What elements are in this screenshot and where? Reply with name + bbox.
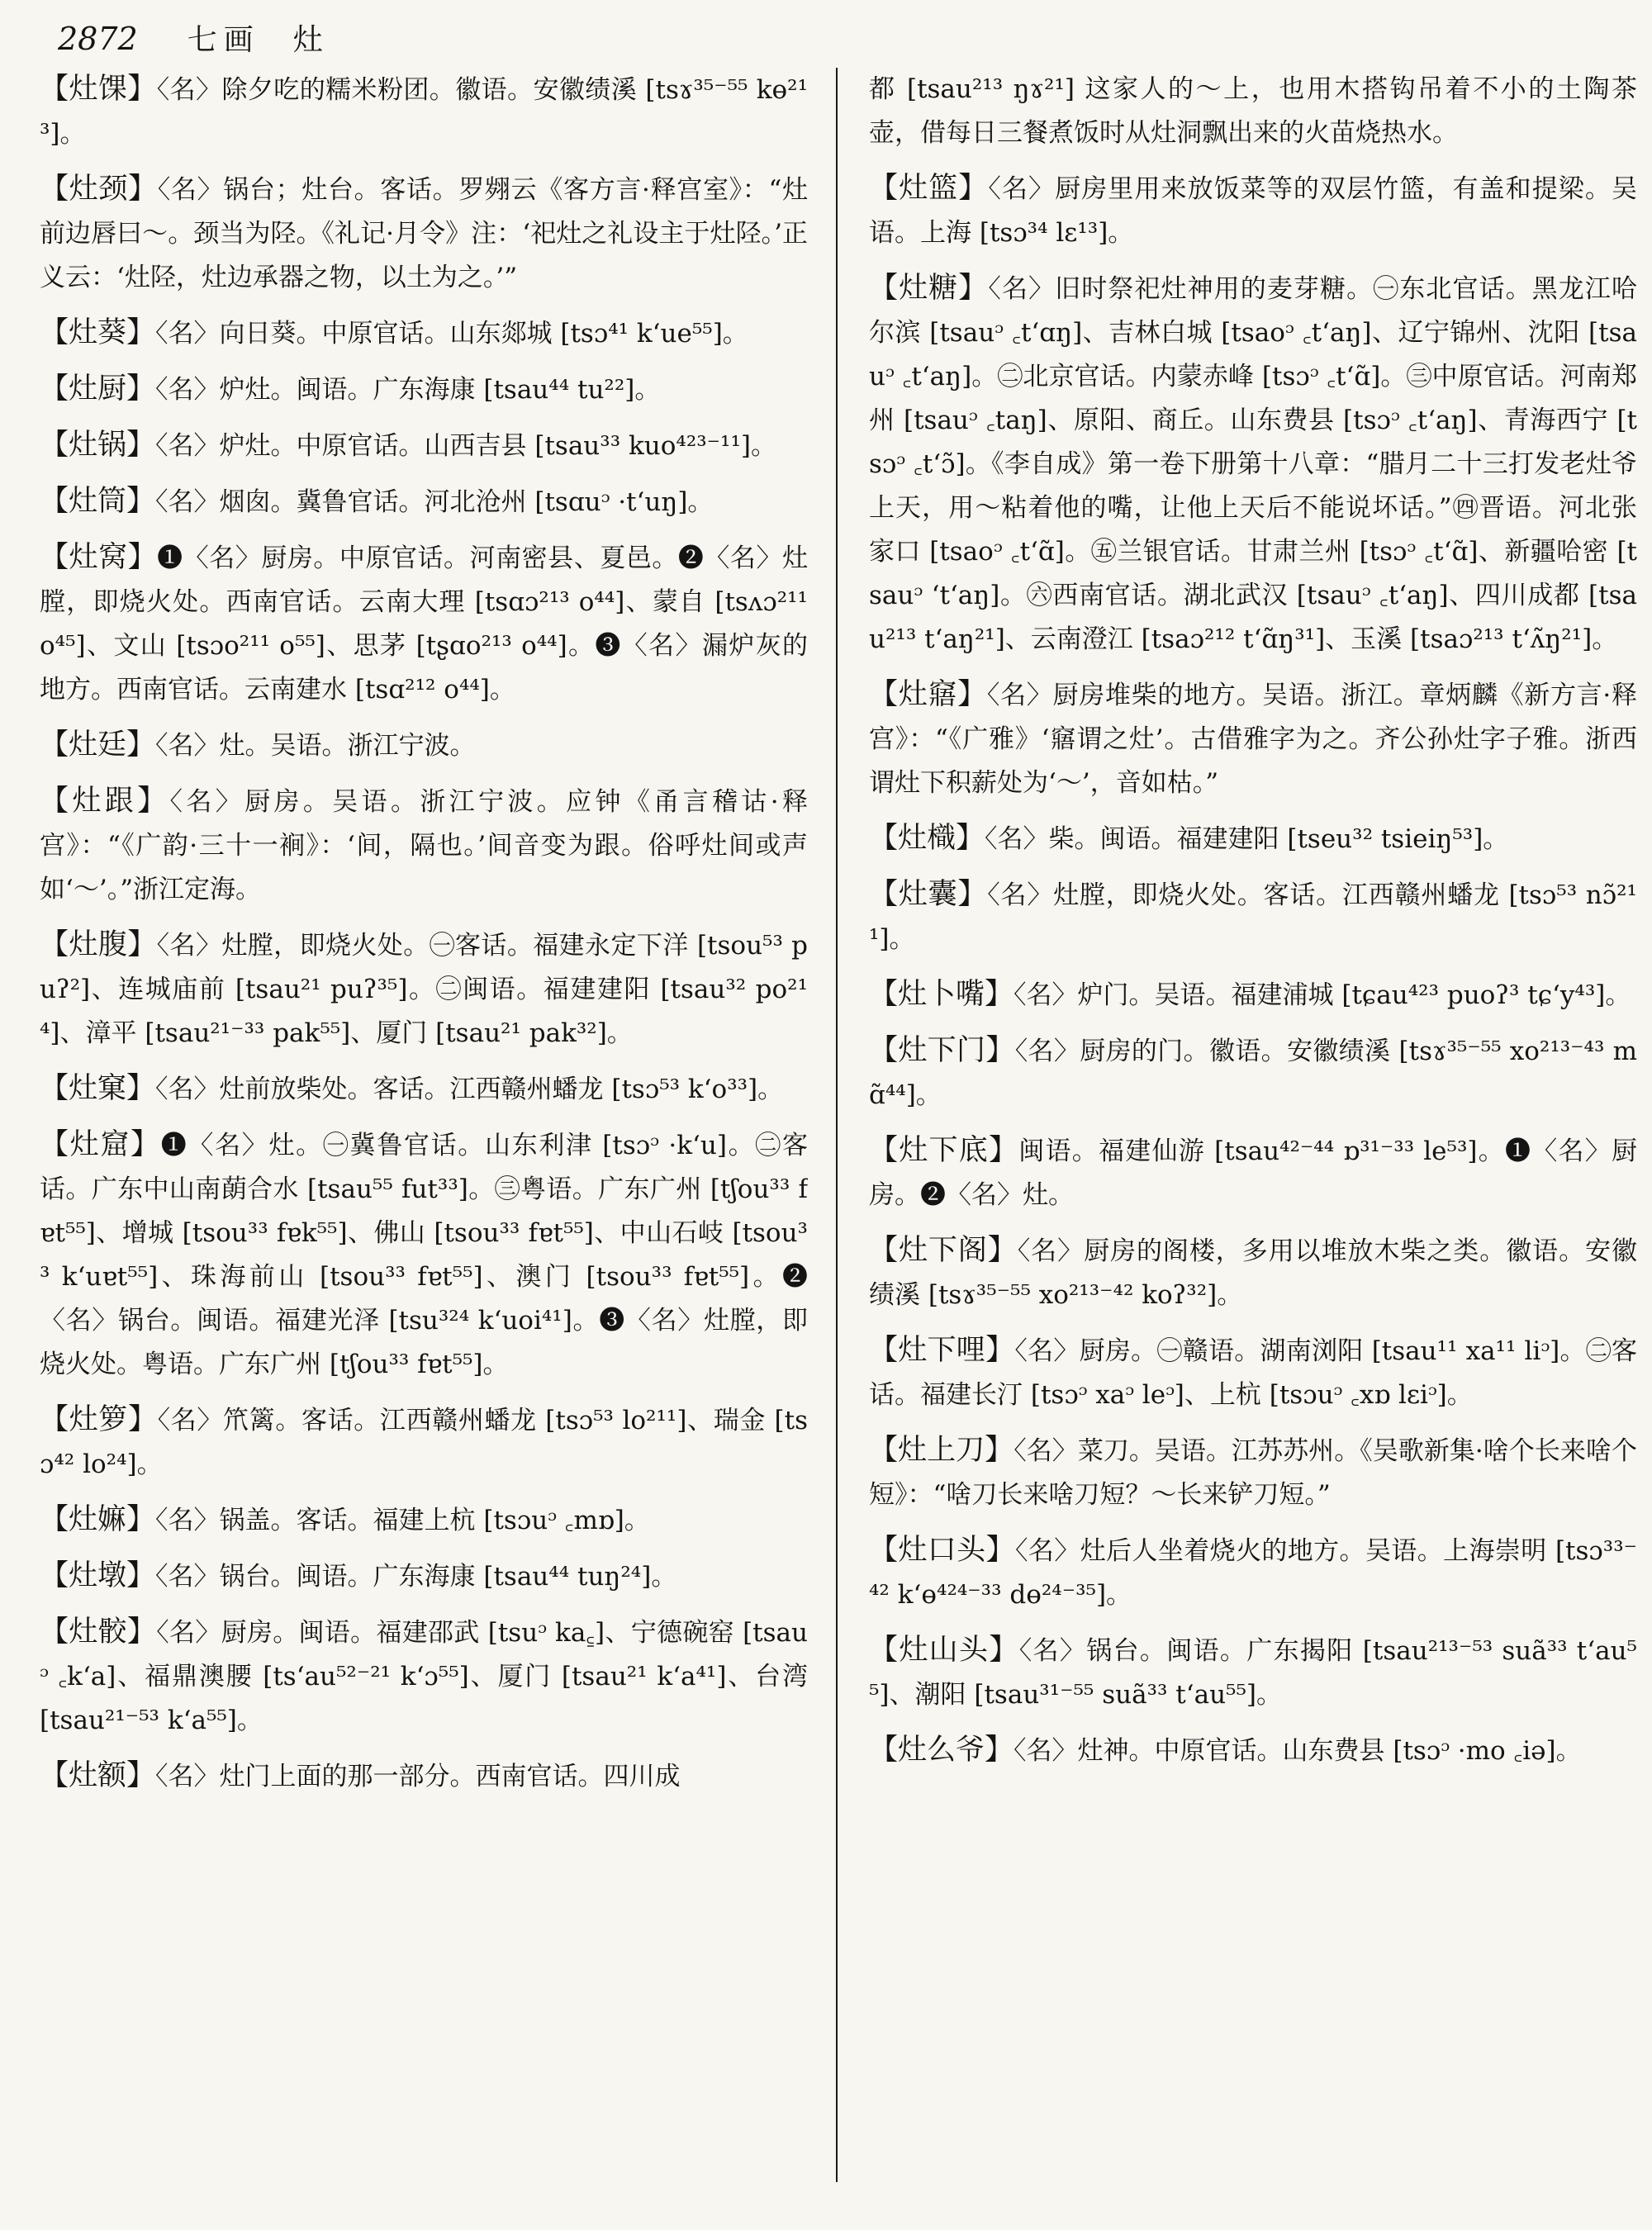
dictionary-entry (40, 368, 808, 412)
entry-definition: 闽语。福建仙游 [tsau⁴²⁻⁴⁴ ɒ³¹⁻³³ le⁵³]。❶〈名〉厨房。❷〈名〉灶。 (869, 1136, 1637, 1210)
entry-headword: 【灶腹】 (40, 928, 157, 961)
entry-headword: 【灶么爷】 (869, 1734, 1014, 1767)
dictionary-entry (40, 1754, 808, 1799)
dictionary-entry (869, 1029, 1637, 1117)
entry-headword: 【灶篮】 (869, 172, 989, 205)
entry-definition: 〈名〉灶后人坐着烧火的地方。吴语。上海崇明 [tsɔ³³⁻⁴² k‘ɵ⁴²⁴⁻³³ dɵ²⁴⁻³⁵]。 (869, 1536, 1637, 1610)
entry-headword: 【灶窹】 (869, 678, 987, 711)
entry-headword: 【灶锅】 (40, 429, 156, 462)
entry-definition: 〈名〉锅台。闽语。广东海康 [tsau⁴⁴ tuŋ²⁴]。 (155, 1562, 677, 1592)
dictionary-entry (869, 1729, 1637, 1773)
dictionary-entry (40, 168, 808, 300)
entry-headword: 【灶窝】 (40, 541, 158, 574)
entry-headword: 【灶箩】 (40, 1403, 158, 1436)
entry-headword: 【灶窟】 (40, 1128, 161, 1161)
entry-headword: 【灶筒】 (40, 485, 156, 518)
right-column (869, 68, 1637, 2215)
dictionary-entry (869, 973, 1637, 1018)
dictionary-entry (40, 424, 808, 468)
entry-definition: 〈名〉锅台。闽语。广东揭阳 [tsau²¹³⁻⁵³ suã³³ t‘au⁵⁵]、潮阳 [tsau³¹⁻⁵⁵ suã³³ t‘au⁵⁵]。 (869, 1636, 1637, 1710)
entry-headword: 【灶下门】 (869, 1034, 1015, 1067)
entry-headword: 【灶葵】 (40, 316, 156, 349)
entry-definition: 〈名〉炉灶。闽语。广东海康 [tsau⁴⁴ tu²²]。 (155, 375, 661, 405)
dictionary-entry (40, 923, 808, 1056)
entry-headword: 【灶廷】 (40, 728, 156, 762)
dictionary-entry (869, 1329, 1637, 1417)
entry-headword: 【灶颈】 (40, 173, 158, 206)
dictionary-entry (869, 1129, 1637, 1217)
dictionary-entry (40, 1067, 808, 1112)
entry-headword: 【灶馃】 (40, 73, 157, 106)
entry-headword: 【灶嫲】 (40, 1503, 156, 1536)
page-number: 2872 (58, 21, 138, 57)
dictionary-entry (40, 1498, 808, 1543)
entry-headword: 【灶糖】 (869, 272, 989, 305)
entry-headword: 【灶卜嘴】 (869, 978, 1014, 1011)
entry-definition: 〈名〉柴。闽语。福建建阳 [tseu³² tsieiŋ⁵³]。 (985, 824, 1509, 854)
dictionary-entry (869, 1529, 1637, 1617)
entry-headword: 【灶跟】 (40, 785, 170, 818)
dictionary-entry (869, 68, 1637, 155)
entry-headword: 【灶上刀】 (869, 1434, 1014, 1467)
entry-definition: 都 [tsau²¹³ ŋɤ²¹] 这家人的～上，也用木搭钩吊着不小的土陶茶壶，借每日三餐煮饭时从灶洞飘出来的火苗烧热水。 (869, 74, 1637, 148)
entry-definition: 〈名〉旧时祭祀灶神用的麦芽糖。㊀东北官话。黑龙江哈尔滨 [tsauᵓ ꜀t‘ɑŋ]、吉林白城 [tsaoᵓ ꜀t‘aŋ]、辽宁锦州、沈阳 [tsauᵓ ꜀t‘aŋ]。㊁北京官话。内蒙赤峰 [tsɔᵓ ꜀t‘ɑ̃]。㊂中原官话。河南郑州 [tsauᵓ ꜀taŋ]、原阳、商丘。山东费县 [tsɔᵓ ꜀t‘aŋ]、青海西宁 [tsɔᵓ ꜀t‘ɔ̃]。《李自成》第一卷下册第十八章：“腊月二十三打发老灶爷上天，用～粘着他的嘴，让他上天后不能说坏话。”㊃晋语。河北张家口 [tsaoᵓ ꜀t‘ɑ̃]。㊄兰银官话。甘肃兰州 [tsɔᵓ ꜀t‘ɑ̃]、新疆哈密 [tsauᵓ ‘t‘aŋ]。㊅西南官话。湖北武汉 [tsauᵓ ꜀t‘aŋ]、四川成都 [tsau²¹³ t‘aŋ²¹]、云南澄江 [tsaɔ²¹² t‘ɑ̃ŋ³¹]、玉溪 [tsaɔ²¹³ t‘ʌ̃ŋ²¹]。 (869, 274, 1637, 654)
entry-definition: 〈名〉灶神。中原官话。山东费县 [tsɔᵓ ·mo ꜀iə]。 (1014, 1736, 1582, 1766)
dictionary-entry (40, 780, 808, 912)
entry-definition: 〈名〉厨房堆柴的地方。吴语。浙江。章炳麟《新方言·释宫》：“《广雅》‘窹谓之灶’。古借雅字为之。齐公孙灶字子雅。浙西谓灶下积薪处为‘～’，音如枯。” (869, 681, 1637, 798)
entry-definition: 〈名〉厨房的门。徽语。安徽绩溪 [tsɤ³⁵⁻⁵⁵ xo²¹³⁻⁴³ mɑ̃⁴⁴]。 (869, 1037, 1637, 1110)
dictionary-entry (40, 480, 808, 524)
dictionary-entry (869, 1429, 1637, 1517)
dictionary-entry (40, 68, 808, 156)
entry-definition: 〈名〉除夕吃的糯米粉团。徽语。安徽绩溪 [tsɤ³⁵⁻⁵⁵ kɵ²¹³]。 (40, 75, 808, 149)
entry-definition: 〈名〉笊篱。客话。江西赣州蟠龙 [tsɔ⁵³ lo²¹¹]、瑞金 [tsɔ⁴² lo²⁴]。 (40, 1406, 808, 1479)
entry-definition: ❶〈名〉厨房。中原官话。河南密县、夏邑。❷〈名〉灶膛，即烧火处。西南官话。云南大理 [tsɑɔ²¹³ o⁴⁴]、蒙自 [tsʌɔ²¹¹ o⁴⁵]、文山 [tsɔo²¹¹ o⁵⁵]、思茅 [tʂɑo²¹³ o⁴⁴]。❸〈名〉漏炉灰的地方。西南官话。云南建水 [tsɑ²¹² o⁴⁴]。 (40, 543, 808, 705)
entry-headword: 【灶骹】 (40, 1616, 157, 1649)
entry-headword: 【灶下阁】 (869, 1234, 1018, 1267)
entry-definition: 〈名〉锅台；灶台。客话。罗翙云《客方言·释宫室》：“灶前边唇曰～。颈当为陉。《礼记·月令》注：‘祀灶之礼设主于灶陉。’正义云：‘灶陉，灶边承器之物，以土为之。’” (40, 175, 808, 292)
entry-headword: 【灶樴】 (869, 822, 985, 855)
dictionary-entry (869, 873, 1637, 961)
dictionary-entry (40, 311, 808, 356)
dictionary-entry (869, 267, 1637, 662)
entry-definition: 〈名〉灶门上面的那一部分。西南官话。四川成 (155, 1762, 681, 1791)
dictionary-entry (40, 1123, 808, 1387)
entry-definition: 〈名〉锅盖。客话。福建上杭 [tsɔuᵓ ꜀mɒ]。 (155, 1506, 650, 1535)
entry-headword: 【灶额】 (40, 1759, 156, 1792)
dictionary-entry (40, 724, 808, 768)
entry-definition: 〈名〉厨房。吴语。浙江宁波。应钟《甬言稽诂·释宫》：“《广韵·三十一裥》：‘间，隔也。’间音变为跟。俗呼灶间或声如‘～’。”浙江定海。 (40, 787, 808, 904)
entry-headword: 【灶口头】 (869, 1534, 1015, 1567)
dictionary-entry (869, 817, 1637, 861)
entry-headword: 【灶下哩】 (869, 1334, 1015, 1367)
entry-definition: 〈名〉灶。吴语。浙江宁波。 (155, 731, 476, 761)
dictionary-entry (869, 673, 1637, 805)
entry-headword: 【灶山头】 (869, 1634, 1019, 1667)
dictionary-entry (869, 167, 1637, 255)
column-divider (836, 68, 838, 2182)
entry-definition: 〈名〉厨房。闽语。福建邵武 [tsuᵓ ka꜁]、宁德碗窑 [tsauᵓ ꜀k‘a]、福鼎澳腰 [ts‘au⁵²⁻²¹ k‘ɔ⁵⁵]、厦门 [tsau²¹ k‘a⁴¹]、台湾 [tsau²¹⁻⁵³ k‘a⁵⁵]。 (40, 1618, 808, 1735)
entry-headword: 【灶厨】 (40, 372, 156, 406)
entry-headword: 【灶窠】 (40, 1072, 156, 1105)
entry-definition: 〈名〉菜刀。吴语。江苏苏州。《吴歌新集·啥个长来啥个短》：“啥刀长来啥刀短？～长来铲刀短。” (869, 1436, 1637, 1510)
entry-definition: 〈名〉炉灶。中原官话。山西吉县 [tsau³³ kuo⁴²³⁻¹¹]。 (155, 431, 776, 461)
entry-definition: 〈名〉灶膛，即烧火处。客话。江西赣州蟠龙 [tsɔ⁵³ nɔ̃²¹¹]。 (869, 880, 1637, 954)
left-column (40, 68, 808, 2215)
entry-definition: 〈名〉向日葵。中原官话。山东郯城 [tsɔ⁴¹ k‘ue⁵⁵]。 (155, 319, 748, 349)
entry-definition: 〈名〉灶膛，即烧火处。㊀客话。福建永定下洋 [tsou⁵³ puʔ²]、连城庙前 [tsau²¹ puʔ³⁵]。㊁闽语。福建建阳 [tsau³² po²¹⁴]、漳平 [tsau²¹⁻³³ pak⁵⁵]、厦门 [tsau²¹ pak³²]。 (40, 931, 808, 1048)
entry-headword: 【灶下底】 (869, 1134, 1019, 1167)
dictionary-entry (869, 1629, 1637, 1717)
entry-definition: 〈名〉炉门。吴语。福建浦城 [tɕau⁴²³ puoʔ³ tɕ‘y⁴³]。 (1014, 980, 1631, 1010)
dictionary-entry (40, 1554, 808, 1599)
dictionary-entry (40, 1611, 808, 1743)
dictionary-entry (40, 536, 808, 712)
entry-definition: 〈名〉灶前放柴处。客话。江西赣州蟠龙 [tsɔ⁵³ k‘o³³]。 (155, 1075, 784, 1104)
page-character: 灶 (292, 23, 323, 57)
entry-definition: 〈名〉厨房的阁楼，多用以堆放木柴之类。徽语。安徽绩溪 [tsɤ³⁵⁻⁵⁵ xo²¹³⁻⁴² koʔ³²]。 (869, 1236, 1637, 1310)
entry-definition: ❶〈名〉灶。㊀冀鲁官话。山东利津 [tsɔᵓ ·k‘u]。㊁客话。广东中山南蓢合水 [tsau⁵⁵ fut³³]。㊂粤语。广东广州 [tʃou³³ fɐt⁵⁵]、增城 [tsou³³ fɐk⁵⁵]、佛山 [tsou³³ fɐt⁵⁵]、中山石岐 [tsou³³ k‘uɐt⁵⁵]、珠海前山 [tsou³³ fɐt⁵⁵]、澳门 [tsou³³ fɐt⁵⁵]。❷〈名〉锅台。闽语。福建光泽 [tsu³²⁴ k‘uoi⁴¹]。❸〈名〉灶膛，即烧火处。粤语。广东广州 [tʃou³³ fɐt⁵⁵]。 (40, 1131, 808, 1379)
entry-headword: 【灶囊】 (869, 878, 988, 911)
entry-definition: 〈名〉烟囱。冀鲁官话。河北沧州 [tsɑuᵓ ·t‘uŋ]。 (155, 487, 714, 517)
entry-headword: 【灶墩】 (40, 1559, 156, 1592)
entry-definition: 〈名〉厨房。㊀赣语。湖南浏阳 [tsau¹¹ xa¹¹ liᵓ]。㊁客话。福建长汀 [tsɔᵓ xaᵓ leᵓ]、上杭 [tsɔuᵓ ꜀xɒ lɛiᵓ]。 (869, 1336, 1637, 1410)
page-section: 七画 (187, 23, 260, 57)
dictionary-entry (869, 1229, 1637, 1317)
entry-definition: 〈名〉厨房里用来放饭菜等的双层竹篮，有盖和提梁。吴语。上海 [tsɔ³⁴ lɛ¹³]。 (869, 174, 1637, 248)
dictionary-entry (40, 1398, 808, 1487)
page-header (58, 17, 1611, 63)
